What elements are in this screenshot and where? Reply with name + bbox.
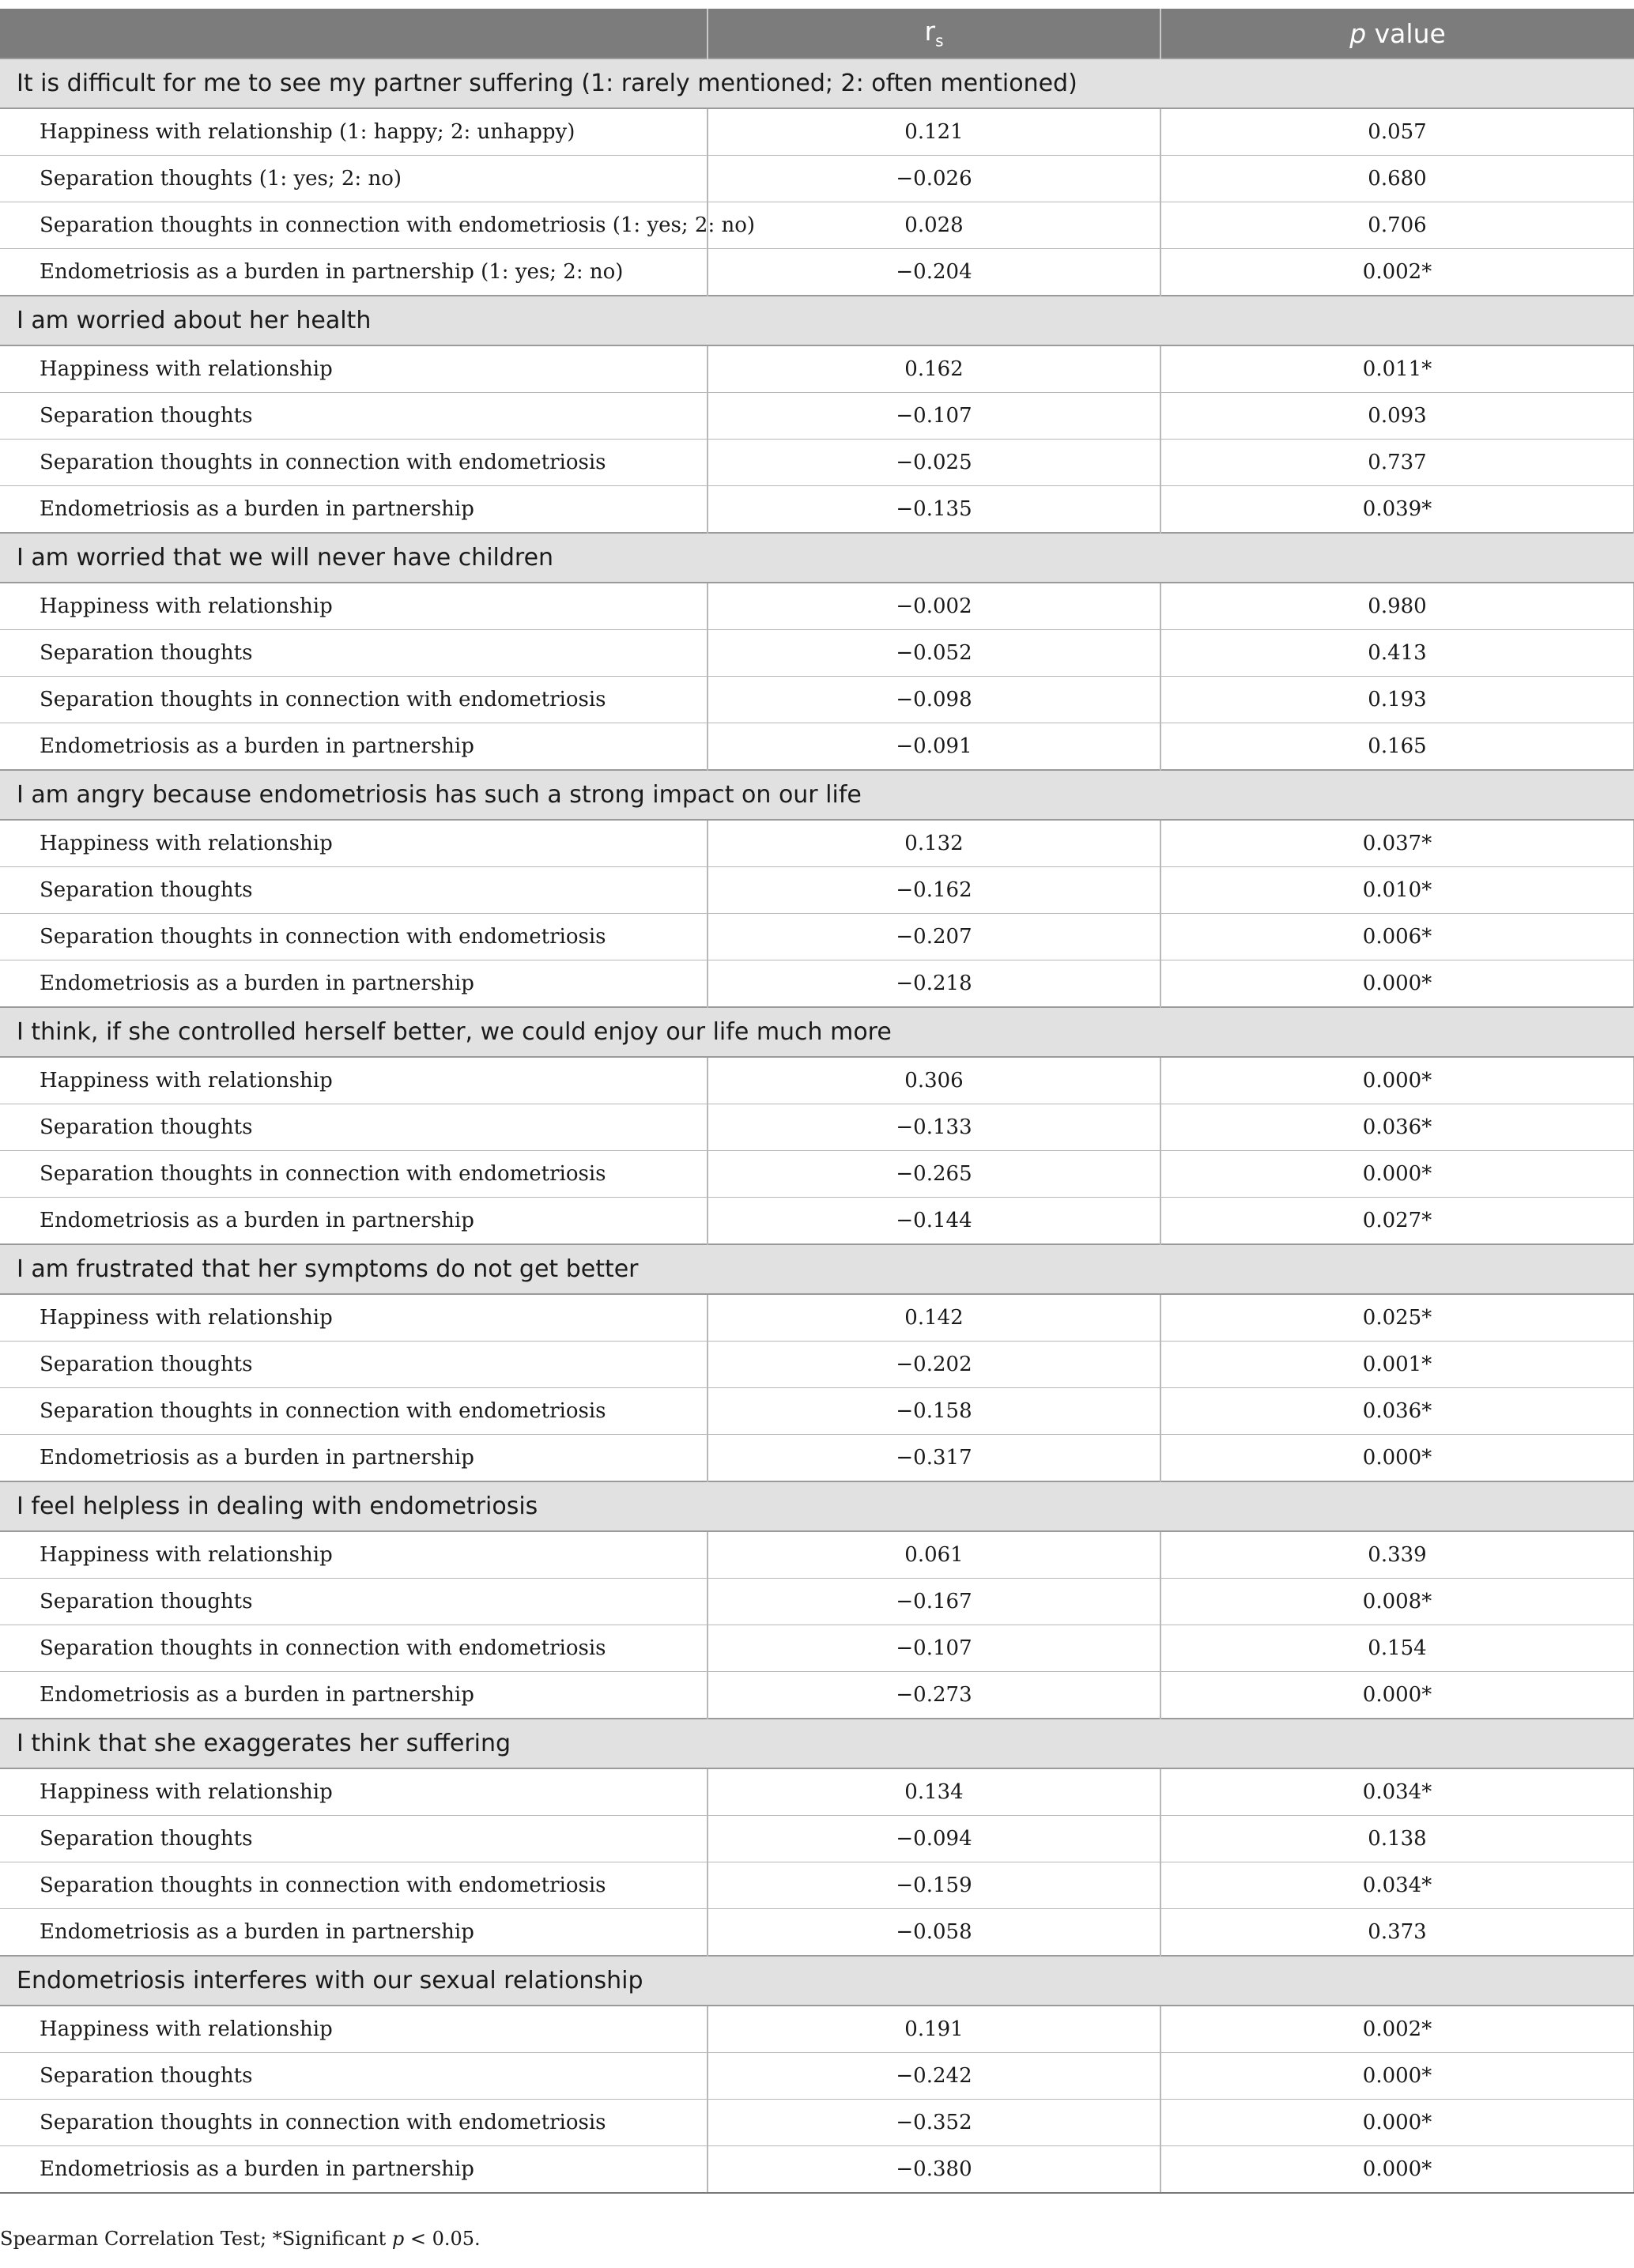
p-value: 0.413	[1160, 630, 1634, 677]
rs-value: 0.061	[708, 1531, 1160, 1579]
rs-value: −0.052	[708, 630, 1160, 677]
row-label: Separation thoughts	[0, 867, 708, 914]
row-label: Separation thoughts	[0, 1342, 708, 1388]
rs-value: −0.204	[708, 249, 1160, 296]
row-label: Endometriosis as a burden in partnership	[0, 1672, 708, 1719]
rs-value: −0.133	[708, 1104, 1160, 1151]
group-title: I am worried that we will never have children	[0, 533, 1634, 583]
p-value: 0.154	[1160, 1625, 1634, 1672]
row-label: Happiness with relationship	[0, 1057, 708, 1104]
group-title: I am frustrated that her symptoms do not get better	[0, 1244, 1634, 1294]
table-row	[0, 1625, 1634, 1672]
row-label: Endometriosis as a burden in partnership	[0, 486, 708, 534]
rs-value: −0.207	[708, 914, 1160, 960]
row-label: Separation thoughts in connection with endometriosis	[0, 1862, 708, 1909]
table-row	[0, 393, 1634, 440]
p-value: 0.008*	[1160, 1579, 1634, 1625]
group-row	[0, 1244, 1634, 1294]
row-label: Separation thoughts	[0, 1816, 708, 1862]
p-value: 0.001*	[1160, 1342, 1634, 1388]
p-value: 0.193	[1160, 677, 1634, 723]
p-value: 0.706	[1160, 202, 1634, 249]
p-value: 0.000*	[1160, 1057, 1634, 1104]
table-row	[0, 249, 1634, 296]
table-body	[0, 58, 1634, 2193]
footnote-threshold: < 0.05.	[404, 2228, 481, 2250]
rs-value: 0.121	[708, 108, 1160, 156]
rs-value: −0.273	[708, 1672, 1160, 1719]
p-value: 0.339	[1160, 1531, 1634, 1579]
table-row	[0, 867, 1634, 914]
rs-value: −0.158	[708, 1388, 1160, 1435]
group-row	[0, 1719, 1634, 1768]
rs-value: −0.135	[708, 486, 1160, 534]
row-label: Endometriosis as a burden in partnership	[0, 723, 708, 771]
row-label: Endometriosis as a burden in partnership	[0, 2146, 708, 2194]
group-title: I am worried about her health	[0, 296, 1634, 345]
row-label: Endometriosis as a burden in partnership	[0, 1198, 708, 1245]
p-value: 0.373	[1160, 1909, 1634, 1957]
rs-value: 0.306	[708, 1057, 1160, 1104]
row-label: Separation thoughts in connection with endometriosis (1: yes; 2: no)	[0, 202, 708, 249]
p-value: 0.039*	[1160, 486, 1634, 534]
rs-symbol: r	[924, 16, 936, 47]
row-label: Happiness with relationship	[0, 1531, 708, 1579]
p-value: 0.034*	[1160, 1862, 1634, 1909]
table-row	[0, 108, 1634, 156]
row-label: Separation thoughts	[0, 1104, 708, 1151]
group-title: I am angry because endometriosis has such a strong impact on our life	[0, 770, 1634, 820]
rs-value: −0.317	[708, 1435, 1160, 1482]
p-value: 0.000*	[1160, 2146, 1634, 2194]
p-value: 0.000*	[1160, 1672, 1634, 1719]
table-row	[0, 1768, 1634, 1816]
row-label: Endometriosis as a burden in partnership	[0, 1909, 708, 1957]
group-row	[0, 1481, 1634, 1531]
row-label: Separation thoughts in connection with endometriosis	[0, 914, 708, 960]
row-label: Separation thoughts	[0, 393, 708, 440]
rs-value: −0.144	[708, 1198, 1160, 1245]
table-footnote	[0, 2228, 481, 2250]
p-value: 0.000*	[1160, 2053, 1634, 2100]
row-label: Separation thoughts	[0, 630, 708, 677]
group-title: I think, if she controlled herself better, we could enjoy our life much more	[0, 1007, 1634, 1057]
row-label: Happiness with relationship	[0, 820, 708, 867]
p-value: 0.980	[1160, 583, 1634, 630]
p-value: 0.002*	[1160, 2006, 1634, 2053]
p-value: 0.737	[1160, 440, 1634, 486]
group-title: I feel helpless in dealing with endometriosis	[0, 1481, 1634, 1531]
p-value: 0.037*	[1160, 820, 1634, 867]
table-row	[0, 1862, 1634, 1909]
p-value: 0.036*	[1160, 1388, 1634, 1435]
rs-value: 0.132	[708, 820, 1160, 867]
table-row	[0, 820, 1634, 867]
table-header	[0, 9, 1634, 58]
rs-value: −0.058	[708, 1909, 1160, 1957]
rs-value: −0.167	[708, 1579, 1160, 1625]
row-label: Endometriosis as a burden in partnership	[0, 960, 708, 1008]
table-row	[0, 1816, 1634, 1862]
footnote-p-symbol: p	[391, 2228, 405, 2250]
table-row	[0, 583, 1634, 630]
p-value: 0.000*	[1160, 1151, 1634, 1198]
group-row	[0, 296, 1634, 345]
table-row	[0, 723, 1634, 771]
p-value: 0.093	[1160, 393, 1634, 440]
rs-value: 0.028	[708, 202, 1160, 249]
table-row	[0, 2053, 1634, 2100]
row-label: Separation thoughts in connection with endometriosis	[0, 1388, 708, 1435]
p-value: 0.680	[1160, 156, 1634, 202]
table-row	[0, 1435, 1634, 1482]
group-row	[0, 770, 1634, 820]
table-row	[0, 2006, 1634, 2053]
rs-value: −0.352	[708, 2100, 1160, 2146]
group-title: Endometriosis interferes with our sexual relationship	[0, 1956, 1634, 2006]
row-label: Happiness with relationship	[0, 345, 708, 393]
rs-subscript: s	[935, 31, 944, 51]
p-value: 0.010*	[1160, 867, 1634, 914]
p-value: 0.011*	[1160, 345, 1634, 393]
group-row	[0, 1956, 1634, 2006]
p-value: 0.000*	[1160, 960, 1634, 1008]
rs-value: −0.242	[708, 2053, 1160, 2100]
rs-value: −0.202	[708, 1342, 1160, 1388]
rs-value: 0.191	[708, 2006, 1160, 2053]
rs-value: 0.162	[708, 345, 1160, 393]
p-value: 0.006*	[1160, 914, 1634, 960]
table-row	[0, 1342, 1634, 1388]
p-symbol: p	[1349, 17, 1367, 49]
rs-value: −0.159	[708, 1862, 1160, 1909]
rs-value: 0.134	[708, 1768, 1160, 1816]
table-row	[0, 156, 1634, 202]
p-value: 0.057	[1160, 108, 1634, 156]
table-row	[0, 2146, 1634, 2194]
p-value: 0.138	[1160, 1816, 1634, 1862]
rs-value: −0.098	[708, 677, 1160, 723]
table-row	[0, 202, 1634, 249]
table-row	[0, 630, 1634, 677]
row-label: Happiness with relationship	[0, 1294, 708, 1342]
row-label: Endometriosis as a burden in partnership	[0, 1435, 708, 1482]
rs-value: −0.107	[708, 1625, 1160, 1672]
row-label: Happiness with relationship	[0, 1768, 708, 1816]
row-label: Separation thoughts in connection with endometriosis	[0, 1625, 708, 1672]
p-value: 0.036*	[1160, 1104, 1634, 1151]
rs-value: −0.107	[708, 393, 1160, 440]
p-value: 0.000*	[1160, 2100, 1634, 2146]
table-row	[0, 677, 1634, 723]
p-value: 0.165	[1160, 723, 1634, 771]
rs-value: −0.026	[708, 156, 1160, 202]
row-label: Separation thoughts in connection with endometriosis	[0, 2100, 708, 2146]
rs-value: −0.162	[708, 867, 1160, 914]
rs-value: −0.265	[708, 1151, 1160, 1198]
correlation-table	[0, 9, 1634, 2194]
rs-value: −0.380	[708, 2146, 1160, 2194]
rs-value: −0.025	[708, 440, 1160, 486]
group-row	[0, 533, 1634, 583]
p-value: 0.025*	[1160, 1294, 1634, 1342]
row-label: Happiness with relationship	[0, 2006, 708, 2053]
table-row	[0, 1672, 1634, 1719]
p-value: 0.000*	[1160, 1435, 1634, 1482]
row-label: Separation thoughts (1: yes; 2: no)	[0, 156, 708, 202]
p-value: 0.034*	[1160, 1768, 1634, 1816]
table-row	[0, 1104, 1634, 1151]
row-label: Separation thoughts in connection with endometriosis	[0, 440, 708, 486]
header-rs-column	[708, 9, 1160, 58]
table-row	[0, 1057, 1634, 1104]
rs-value: −0.091	[708, 723, 1160, 771]
table-row	[0, 1579, 1634, 1625]
rs-value: −0.002	[708, 583, 1160, 630]
table-row	[0, 440, 1634, 486]
table-row	[0, 1388, 1634, 1435]
table-row	[0, 1531, 1634, 1579]
header-label-column	[0, 9, 708, 58]
group-title: It is difficult for me to see my partner suffering (1: rarely mentioned; 2: often mentioned)	[0, 58, 1634, 108]
table-row	[0, 914, 1634, 960]
header-p-value-column	[1160, 9, 1634, 58]
row-label: Separation thoughts	[0, 1579, 708, 1625]
group-row	[0, 58, 1634, 108]
row-label: Separation thoughts	[0, 2053, 708, 2100]
row-label: Separation thoughts in connection with endometriosis	[0, 677, 708, 723]
table-row	[0, 486, 1634, 534]
table-row	[0, 1198, 1634, 1245]
row-label: Endometriosis as a burden in partnership (1: yes; 2: no)	[0, 249, 708, 296]
table-row	[0, 1294, 1634, 1342]
rs-value: 0.142	[708, 1294, 1160, 1342]
p-value: 0.002*	[1160, 249, 1634, 296]
row-label: Happiness with relationship	[0, 583, 708, 630]
table-row	[0, 345, 1634, 393]
row-label: Happiness with relationship (1: happy; 2: unhappy)	[0, 108, 708, 156]
footnote-text: Spearman Correlation Test; *Significant	[0, 2228, 392, 2250]
group-row	[0, 1007, 1634, 1057]
table-row	[0, 960, 1634, 1008]
p-value: 0.027*	[1160, 1198, 1634, 1245]
group-title: I think that she exaggerates her suffering	[0, 1719, 1634, 1768]
row-label: Separation thoughts in connection with endometriosis	[0, 1151, 708, 1198]
table-row	[0, 1909, 1634, 1957]
rs-value: −0.218	[708, 960, 1160, 1008]
table-row	[0, 2100, 1634, 2146]
rs-value: −0.094	[708, 1816, 1160, 1862]
p-value-text: value	[1366, 17, 1446, 49]
table-row	[0, 1151, 1634, 1198]
